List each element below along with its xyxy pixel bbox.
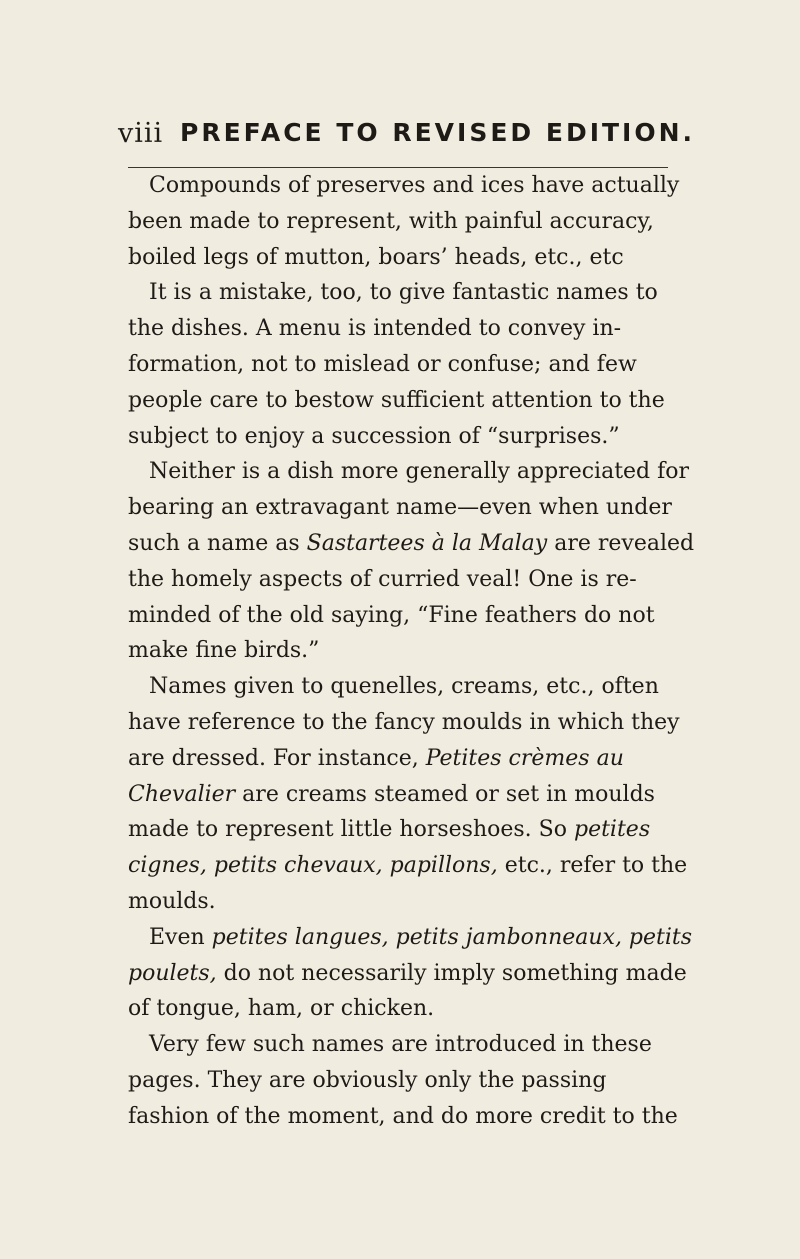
text-segment: are dressed. For instance, bbox=[128, 745, 426, 771]
text-segment: do not necessarily imply something made bbox=[216, 960, 687, 986]
text-segment: made to represent little horseshoes. So bbox=[128, 817, 574, 843]
italic-text: Sastartees à la Malay bbox=[306, 530, 548, 556]
text-segment: etc., refer to the bbox=[497, 853, 688, 879]
text-line bbox=[128, 991, 728, 1027]
text-line bbox=[128, 1027, 728, 1063]
text-line bbox=[128, 454, 728, 490]
running-head: PREFACE TO REVISED EDITION. bbox=[180, 118, 696, 147]
text-segment: formation, not to mislead or confuse; and few bbox=[128, 351, 637, 377]
text-segment: been made to represent, with painful accuracy, bbox=[128, 208, 654, 234]
text-line bbox=[128, 490, 728, 526]
text-line bbox=[128, 383, 728, 419]
italic-text: poulets, bbox=[128, 960, 217, 986]
text-line bbox=[128, 848, 728, 884]
page-header bbox=[118, 118, 718, 158]
text-line bbox=[128, 419, 728, 455]
italic-text: petites langues, petits jambonneaux, petits bbox=[211, 924, 693, 950]
text-segment: subject to enjoy a succession of “surprises.” bbox=[128, 423, 620, 449]
text-segment: are revealed bbox=[547, 530, 695, 556]
text-line bbox=[128, 884, 728, 920]
text-segment: have reference to the fancy moulds in which they bbox=[128, 709, 680, 735]
text-segment: bearing an extravagant name—even when under bbox=[128, 495, 672, 521]
text-segment: fashion of the moment, and do more credit to the bbox=[128, 1103, 678, 1129]
italic-text: petites bbox=[573, 817, 651, 843]
text-segment: the homely aspects of curried veal! One is re- bbox=[128, 566, 637, 592]
italic-text: cignes, petits chevaux, papillons, bbox=[128, 853, 498, 879]
italic-text: Petites crèmes au bbox=[425, 745, 624, 771]
italic-text: Chevalier bbox=[128, 781, 236, 807]
text-line bbox=[128, 633, 728, 669]
text-segment: minded of the old saying, “Fine feathers do not bbox=[128, 602, 655, 628]
text-line bbox=[128, 562, 728, 598]
text-line bbox=[128, 526, 728, 562]
text-line bbox=[128, 168, 728, 204]
text-segment: pages. They are obviously only the passing bbox=[128, 1067, 607, 1093]
text-line bbox=[128, 1099, 728, 1135]
text-line bbox=[128, 705, 728, 741]
text-segment: moulds. bbox=[128, 888, 216, 914]
text-segment: such a name as bbox=[128, 530, 307, 556]
text-segment: It is a mistake, too, to give fantastic names to bbox=[149, 280, 658, 306]
text-line bbox=[128, 311, 728, 347]
text-line bbox=[128, 812, 728, 848]
body-text bbox=[128, 168, 728, 1135]
text-segment: the dishes. A menu is intended to convey in- bbox=[128, 316, 622, 342]
text-line bbox=[128, 347, 728, 383]
text-segment: are creams steamed or set in moulds bbox=[235, 781, 655, 807]
text-segment: Compounds of preserves and ices have actually bbox=[149, 173, 680, 198]
text-line bbox=[128, 240, 728, 276]
text-line bbox=[128, 669, 728, 705]
text-segment: boiled legs of mutton, boars’ heads, etc., etc bbox=[128, 244, 624, 270]
text-line bbox=[128, 204, 728, 240]
text-segment: Even bbox=[149, 924, 212, 950]
text-line bbox=[128, 920, 728, 956]
text-line bbox=[128, 1063, 728, 1099]
text-segment: Neither is a dish more generally appreciated for bbox=[149, 459, 690, 485]
text-segment: make fine birds.” bbox=[128, 638, 320, 664]
text-line bbox=[128, 741, 728, 777]
page-number: viii bbox=[118, 118, 164, 149]
text-segment: Very few such names are introduced in these bbox=[149, 1032, 652, 1058]
text-line bbox=[128, 956, 728, 992]
text-segment: Names given to quenelles, creams, etc., often bbox=[149, 674, 659, 700]
text-line bbox=[128, 598, 728, 634]
text-segment: people care to bestow sufficient attention to the bbox=[128, 387, 665, 413]
text-segment: of tongue, ham, or chicken. bbox=[128, 996, 435, 1022]
text-line bbox=[128, 777, 728, 813]
text-line bbox=[128, 275, 728, 311]
